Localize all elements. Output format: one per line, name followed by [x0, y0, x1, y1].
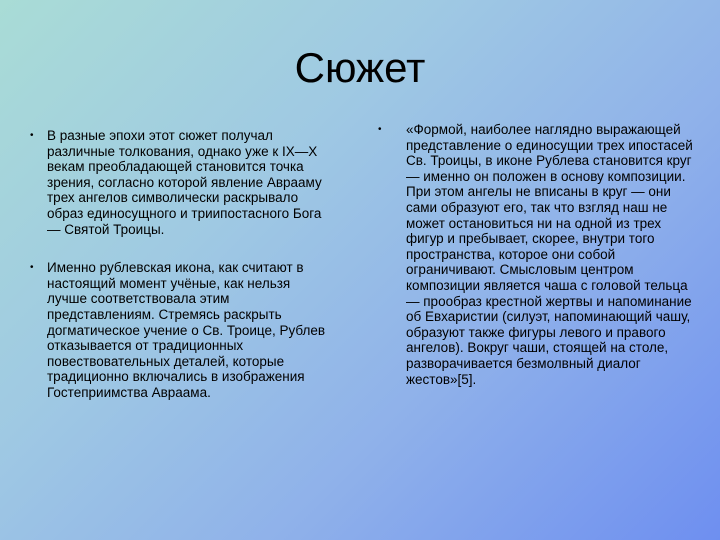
list-item [378, 122, 693, 387]
list-item [30, 260, 330, 400]
bullet-text: В разные эпохи этот сюжет получал различные толкования, однако уже к IX—X векам преобладающей становится точка зрения, согласно которой явление Аврааму трех ангелов символически раскрывало образ единосущного и триипостасного Бога — Святой Троицы. [47, 128, 322, 237]
bullet-text: Именно рублевская икона, как считают в настоящий момент учёные, как нельзя лучше соответствовала этим представлениям. Стремясь раскрыть догматическое учение о Св. Троице, Рублев отказывается от традиционных повествовательных деталей, которые традиционно включались в изображения Гостеприимства Авраама. [47, 260, 326, 400]
left-bullet-list [30, 128, 330, 401]
slide-title: Сюжет [294, 44, 426, 91]
bullet-icon: • [378, 124, 382, 135]
right-bullet-list [378, 122, 693, 387]
bullet-icon: • [30, 262, 34, 274]
bullet-icon: • [30, 130, 34, 141]
list-item [30, 128, 330, 237]
bullet-text: «Формой, наиболее наглядно выражающей представление о единосущии трех ипостасей Св. Троицы, в иконе Рублева становится круг — именно он положен в основу композиции. При этом ангелы не вписаны в круг — они сами образуют его, так что взгляд наш не может остановиться ни на одной из трех фигур и пребывает, скорее, внутри того пространства, которое они собой ограничивают. Смысловым центром композиции является чаша с головой тельца — прообраз крестной жертвы и напоминание об Евхаристии (силуэт, напоминающий чашу, образуют также фигуры левого и правого ангелов). Вокруг чаши, стоящей на столе, разворачивается безмолвный диалог жестов»[5]. [406, 122, 693, 387]
